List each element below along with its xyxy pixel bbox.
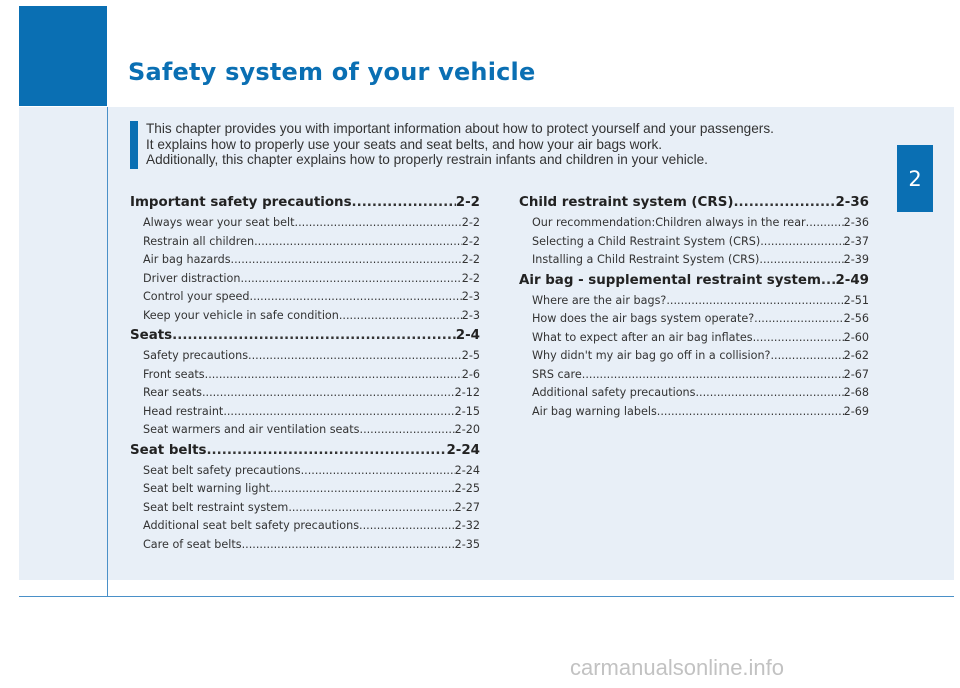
toc-section-title: Child restraint system (CRS) [519, 195, 734, 210]
toc-entry[interactable] [130, 480, 480, 499]
toc-entry-title: Front seats [143, 367, 205, 381]
toc-entry-title: Additional safety precautions [532, 386, 696, 399]
toc-leader-dots [360, 421, 455, 440]
toc-leader-dots [223, 403, 454, 422]
toc-leader-dots [770, 347, 843, 366]
toc-leader-dots [172, 325, 456, 347]
toc-entry-page: 2-20 [454, 423, 480, 436]
toc-entry-page: 2-2 [461, 271, 480, 285]
toc-leader-dots [695, 384, 843, 403]
toc-leader-dots [339, 307, 462, 326]
toc-entry-title: Seat belt warning light [143, 482, 270, 495]
toc-entry-page: 2-32 [454, 519, 480, 532]
toc-leader-dots [759, 251, 843, 270]
toc-leader-dots [231, 251, 462, 270]
toc-section-heading[interactable] [130, 440, 480, 462]
toc-entry[interactable] [519, 347, 869, 366]
toc-entry[interactable] [519, 366, 869, 385]
toc-entry-page: 2-62 [843, 349, 869, 362]
toc-section [130, 325, 480, 440]
toc-entry-page: 2-6 [461, 367, 480, 381]
toc-entry-title: Seat belt safety precautions [143, 463, 301, 477]
chapter-tab[interactable]: 2 [897, 145, 933, 212]
toc-entry[interactable] [130, 288, 480, 307]
toc-entry-title: Our recommendation:Children always in the rear [532, 216, 806, 229]
toc-entry-page: 2-5 [461, 349, 480, 362]
toc-section-title: Important safety precautions [130, 195, 352, 210]
toc-entry-title: Restrain all children [143, 234, 255, 248]
toc-leader-dots [666, 292, 843, 311]
toc-entry[interactable] [130, 384, 480, 403]
toc-section [519, 270, 869, 422]
toc-entry-title: Always wear your seat belt [143, 216, 295, 229]
toc-entry-title: Keep your vehicle in safe condition [143, 308, 339, 322]
toc-entry[interactable] [519, 403, 869, 422]
toc-entry-title: Why didn't my air bag go off in a collision? [532, 349, 771, 362]
toc-entry-page: 2-24 [454, 463, 480, 477]
toc-entry-page: 2-68 [843, 386, 869, 399]
toc-entry-page: 2-60 [843, 330, 869, 344]
toc-entry-page: 2-67 [843, 367, 869, 381]
header-band [19, 0, 954, 107]
toc-entry-title: Control your speed [143, 290, 250, 303]
toc-section-page: 2-4 [455, 328, 480, 343]
corner-accent-block [19, 6, 107, 106]
toc-leader-dots [821, 270, 836, 292]
toc-column-right [519, 192, 869, 421]
toc-entry[interactable] [130, 233, 480, 252]
toc-section [130, 440, 480, 555]
toc-leader-dots [242, 536, 455, 555]
toc-entry[interactable] [130, 270, 480, 289]
toc-entry[interactable] [130, 251, 480, 270]
toc-entry-page: 2-2 [461, 253, 480, 266]
toc-leader-dots [657, 403, 844, 422]
toc-entry[interactable] [519, 310, 869, 329]
intro-line: This chapter provides you with important information about how to protect yourself and your passengers. [146, 121, 774, 136]
toc-leader-dots [359, 517, 455, 536]
toc-entry-title: Rear seats [143, 386, 202, 399]
toc-leader-dots [806, 214, 844, 233]
intro-line: Additionally, this chapter explains how to properly restrain infants and children in your vehicle. [146, 152, 708, 167]
toc-entry-page: 2-35 [454, 537, 480, 551]
toc-leader-dots [250, 288, 462, 307]
toc-section-heading[interactable] [130, 325, 480, 347]
toc-entry-title: Selecting a Child Restraint System (CRS) [532, 234, 761, 248]
toc-entry-page: 2-2 [461, 234, 480, 248]
margin-rule-vertical [107, 107, 108, 597]
toc-entry[interactable] [519, 384, 869, 403]
toc-entry-title: Additional seat belt safety precautions [143, 519, 360, 532]
toc-leader-dots [733, 192, 835, 214]
toc-entry-page: 2-25 [454, 482, 480, 495]
toc-entry-title: Driver distraction [143, 271, 241, 285]
toc-entry[interactable] [519, 329, 869, 348]
toc-section-page: 2-49 [835, 272, 869, 288]
toc-entry-page: 2-12 [454, 386, 480, 399]
page-title: Safety system of your vehicle [128, 58, 536, 86]
toc-entry[interactable] [519, 251, 869, 270]
toc-leader-dots [254, 233, 462, 252]
toc-leader-dots [352, 192, 456, 214]
toc-entry-page: 2-51 [843, 293, 869, 307]
toc-section-title: Air bag - supplemental restraint system [519, 272, 821, 288]
toc-entry-page: 2-2 [461, 216, 480, 229]
toc-entry-title: SRS care [532, 367, 582, 381]
toc-leader-dots [202, 384, 455, 403]
toc-section-page: 2-24 [446, 442, 480, 458]
chapter-intro [146, 121, 866, 168]
toc-entry[interactable] [130, 536, 480, 555]
toc-entry[interactable] [130, 214, 480, 233]
toc-section [519, 192, 869, 270]
intro-line: It explains how to properly use your seats and seat belts, and how your air bags work. [146, 136, 663, 152]
toc-section-title: Seats [130, 328, 173, 343]
toc-entry[interactable] [130, 403, 480, 422]
toc-entry-title: Safety precautions [143, 349, 249, 362]
toc-entry-page: 2-15 [454, 404, 480, 418]
toc-entry-title: Air bag hazards [143, 253, 231, 266]
toc-entry-page: 2-39 [843, 253, 869, 266]
toc-entry-page: 2-3 [461, 308, 480, 322]
toc-section-page: 2-36 [835, 195, 869, 210]
toc-leader-dots [270, 480, 455, 499]
toc-leader-dots [240, 270, 461, 289]
toc-entry[interactable] [519, 233, 869, 252]
toc-entry-title: Where are the air bags? [532, 293, 667, 307]
toc-entry[interactable] [130, 499, 480, 518]
toc-entry[interactable] [130, 462, 480, 481]
toc-entry-title: Seat belt restraint system [143, 500, 289, 514]
toc-column-left [130, 192, 480, 554]
toc-entry[interactable] [130, 366, 480, 385]
toc-entry-title: Air bag warning labels [532, 404, 657, 418]
toc-leader-dots [754, 310, 843, 329]
toc-section-title: Seat belts [130, 442, 207, 458]
toc-entry[interactable] [130, 517, 480, 536]
toc-entry[interactable] [519, 292, 869, 311]
margin-rule-horizontal [19, 596, 954, 597]
toc-entry-page: 2-27 [454, 500, 480, 514]
intro-accent-bar [130, 121, 138, 169]
toc-entry[interactable] [130, 307, 480, 326]
toc-leader-dots [206, 440, 446, 462]
toc-entry-title: Installing a Child Restraint System (CRS) [532, 253, 760, 266]
toc-entry-title: How does the air bags system operate? [532, 312, 755, 325]
toc-leader-dots [205, 366, 462, 385]
toc-entry[interactable] [130, 421, 480, 440]
toc-entry-page: 2-36 [843, 216, 869, 229]
toc-leader-dots [760, 233, 843, 252]
toc-section [130, 192, 480, 325]
toc-leader-dots [301, 462, 455, 481]
toc-entry-title: Head restraint [143, 404, 224, 418]
toc-leader-dots [753, 329, 844, 348]
toc-entry[interactable] [519, 214, 869, 233]
toc-section-heading[interactable] [519, 270, 869, 292]
toc-section-heading[interactable] [519, 192, 869, 214]
toc-entry[interactable] [130, 347, 480, 366]
toc-entry-page: 2-3 [461, 290, 480, 303]
toc-entry-title: What to expect after an air bag inflates [532, 330, 753, 344]
toc-entry-title: Care of seat belts [143, 537, 242, 551]
toc-section-page: 2-2 [455, 195, 480, 210]
toc-entry-page: 2-37 [843, 234, 869, 248]
toc-leader-dots [288, 499, 454, 518]
toc-section-heading[interactable] [130, 192, 480, 214]
toc-leader-dots [248, 347, 462, 366]
watermark: carmanualsonline.info [570, 655, 785, 680]
toc-leader-dots [295, 214, 462, 233]
toc-entry-title: Seat warmers and air ventilation seats [143, 423, 360, 436]
toc-entry-page: 2-69 [843, 404, 869, 418]
toc-leader-dots [582, 366, 844, 385]
toc-entry-page: 2-56 [843, 312, 869, 325]
